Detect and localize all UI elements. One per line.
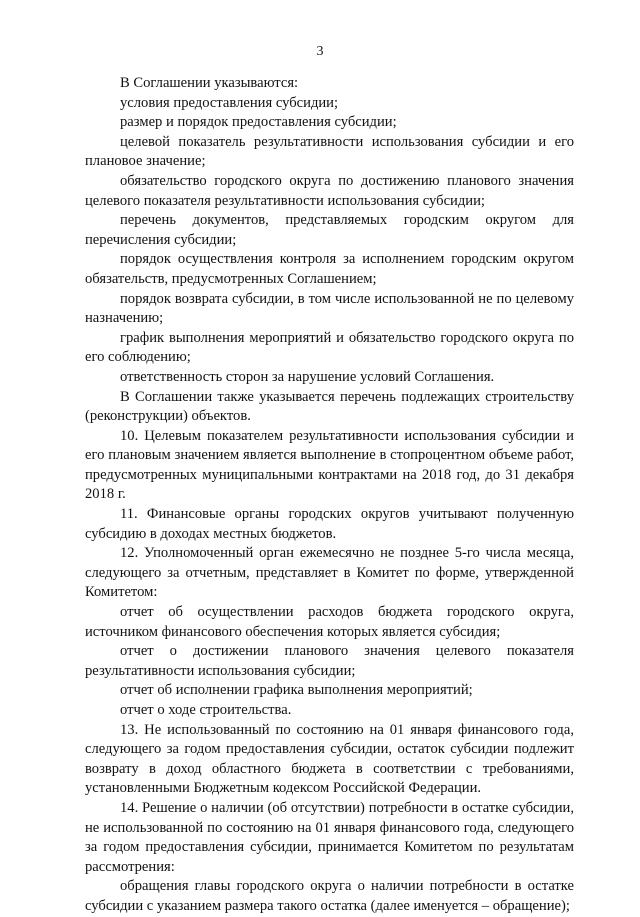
paragraph: отчет о достижении планового значения целевого показателя результативности использования субсидии; xyxy=(85,643,574,679)
paragraph: обращения главы городского округа о наличии потребности в остатке субсидии с указанием размера такого остатка (далее именуется – обращение); xyxy=(85,878,574,914)
paragraph: порядок осуществления контроля за исполнением городским округом обязательств, предусмотренных Соглашением; xyxy=(85,251,574,287)
paragraph: отчет о ходе строительства. xyxy=(120,702,292,718)
paragraph: ответственность сторон за нарушение условий Соглашения. xyxy=(120,368,495,385)
paragraph: 12. Уполномоченный орган ежемесячно не позднее 5-го числа месяца, следующего за отчетным, представляет в Комитет по форме, утвержденной Комитетом: xyxy=(85,545,574,601)
paragraph: перечень документов, представляемых городским округом для перечисления субсидии; xyxy=(85,212,574,248)
paragraph: В Соглашении указываются: xyxy=(120,75,299,91)
paragraph: 13. Не использованный по состоянию на 01 января финансового года, следующего за годом предоставления субсидии, остаток субсидии подлежит возврату в доход областного бюджета в соответствии с требованиями, установленными Бюджетным кодексом Российской Федерации. xyxy=(85,721,574,797)
paragraph: 10. Целевым показателем результативности использования субсидии и его плановым значением является выполнение в стопроцентном объеме работ, предусмотренных муниципальными контрактами на 2018 год, до 31 декабря 2018 г. xyxy=(85,427,574,503)
paragraph: обязательство городского округа по достижению планового значения целевого показателя результативности использования субсидии; xyxy=(85,172,574,209)
paragraph: 14. Решение о наличии (об отсутствии) потребности в остатке субсидии, не использованной по состоянию на 01 января финансового года, следующего за годом предоставления субсидии, принимается Комитетом по результатам рассмотрения: xyxy=(85,799,574,875)
paragraph: 11. Финансовые органы городских округов учитывают полученную субсидию в доходах местных бюджетов. xyxy=(85,506,574,542)
paragraph: отчет об осуществлении расходов бюджета городского округа, источником финансового обеспечения которых является субсидия; xyxy=(85,604,574,640)
paragraph: В Соглашении также указывается перечень подлежащих строительству (реконструкции) объектов. xyxy=(85,388,574,425)
paragraph: отчет об исполнении графика выполнения мероприятий; xyxy=(120,682,473,699)
paragraph: порядок возврата субсидии, в том числе использованной не по целевому назначению; xyxy=(85,290,574,327)
page-number: 3 xyxy=(316,44,324,59)
paragraph: целевой показатель результативности использования субсидии и его плановое значение; xyxy=(85,133,574,170)
document-body xyxy=(85,74,574,917)
paragraph: размер и порядок предоставления субсидии; xyxy=(120,114,397,131)
paragraph: график выполнения мероприятий и обязательство городского округа по его соблюдению; xyxy=(85,329,574,366)
paragraph: условия предоставления субсидии; xyxy=(120,94,339,111)
